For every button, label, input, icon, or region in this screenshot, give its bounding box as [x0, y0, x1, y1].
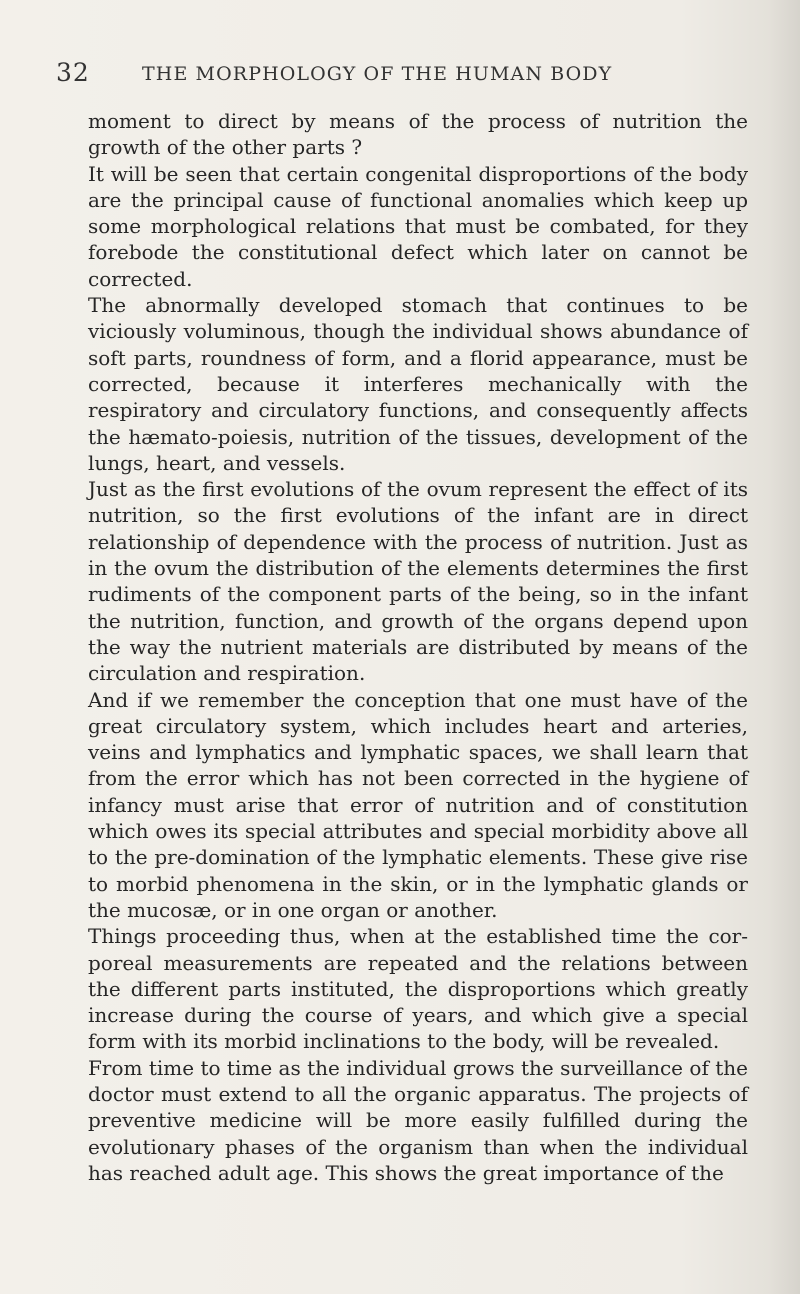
- page-number: 32: [56, 58, 90, 87]
- paragraph-3: The abnormally developed stomach that continues to be viciously voluminous, though the individual shows abundance of soft parts, roundness of form, and a florid appearance, must be corrected, because it interferes mechanically with the respiratory and circulatory functions, and consequently affects the hæmato-poiesis, nutrition of the tissues, development of the lungs, heart, and vessels.: [88, 293, 748, 475]
- paragraph-1: moment to direct by means of the process of nutrition the growth of the other parts ?: [88, 109, 748, 160]
- running-head: THE MORPHOLOGY OF THE HUMAN BODY: [142, 63, 613, 85]
- paragraph-7: From time to time as the individual grows the surveillance of the doctor must extend to all the organic apparatus. The projects of preventive medicine will be more easily fulfilled during the evolutionary phases of the organism than when the individual has reached adult age. This shows the great importance of the: [88, 1055, 748, 1185]
- paragraph-5: And if we remember the conception that one must have of the great circulatory system, which includes heart and arteries, veins and lymphatics and lymphatic spaces, we shall learn that from the error which has not been corrected in the hygiene of infancy must arise that error of nutrition and of constitution which owes its special attributes and special morbidity above all to the pre-domination of the lymphatic elements. These give rise to morbid phenomena in the skin, or in the lymphatic glands or the mucosæ, or in one organ or another.: [88, 687, 748, 922]
- paragraph-2: It will be seen that certain congenital disproportions of the body are the principal cause of functional anomalies which keep up some morphological relations that must be combated, for they forebode the constitutional defect which later on cannot be corrected.: [88, 161, 748, 291]
- page-header: [56, 58, 746, 94]
- paragraph-4: Just as the first evolutions of the ovum represent the effect of its nutrition, so the first evolutions of the infant are in direct relationship of dependence with the process of nutrition. Just as in the ovum the distribution of the elements determines the first rudiments of the component parts of the being, so in the infant the nutrition, function, and growth of the organs depend upon the way the nutrient materials are distributed by means of the circulation and respiration.: [88, 477, 748, 686]
- body-text: [88, 108, 748, 1186]
- paragraph-6: Things proceeding thus, when at the established time the cor-poreal measurements are repeated and the relations between the different parts instituted, the disproportions which greatly increase during the course of years, and which give a special form with its morbid inclinations to the body, will be revealed.: [88, 924, 748, 1054]
